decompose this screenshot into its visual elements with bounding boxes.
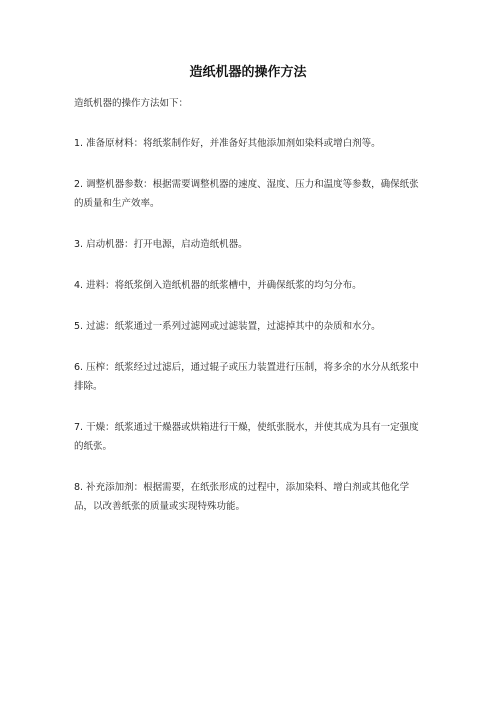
step-5: 5. 过滤：纸浆通过一系列过滤网或过滤装置，过滤掉其中的杂质和水分。: [74, 321, 381, 332]
intro-text: 造纸机器的操作方法如下：: [74, 98, 189, 109]
step-1: 1. 准备原材料：将纸浆制作好，并准备好其他添加剂如染料或增白剂等。: [74, 138, 381, 149]
step-6: 6. 压榨：纸浆经过过滤后，通过辊子或压力装置进行压制，将多余的水分从纸浆中排除。: [74, 362, 419, 392]
step-2: 2. 调整机器参数：根据需要调整机器的速度、湿度、压力和温度等参数，确保纸张的质量和生产效率。: [74, 179, 419, 209]
document-title: 造纸机器的操作方法: [189, 65, 307, 80]
step-4: 4. 进料：将纸浆倒入造纸机器的纸浆槽中，并确保纸浆的均匀分布。: [74, 280, 362, 291]
step-8: 8. 补充添加剂：根据需要，在纸张形成的过程中，添加染料、增白剂或其他化学品，以改善纸张的质量或实现特殊功能。: [74, 482, 410, 512]
step-3: 3. 启动机器：打开电源，启动造纸机器。: [74, 239, 248, 250]
step-7: 7. 干燥：纸浆通过干燥器或烘箱进行干燥，使纸张脱水，并使其成为具有一定强度的纸张。: [74, 422, 419, 452]
